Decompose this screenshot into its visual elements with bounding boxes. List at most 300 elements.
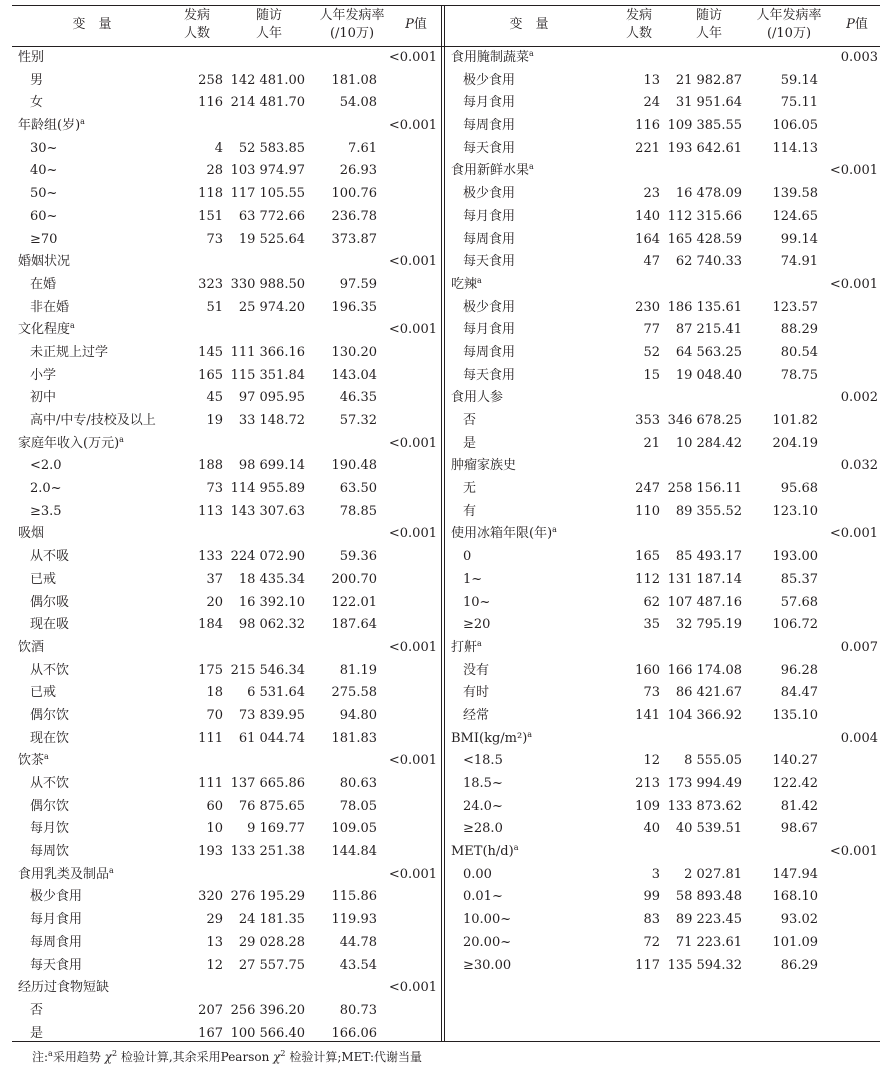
label-text: ≥20 [463,617,491,633]
table-row [445,251,880,274]
label-text: 高中/中专/技校及以上 [30,413,156,428]
row-label [30,92,43,115]
table-row [445,70,880,93]
row-label [30,274,56,297]
incidence-rate-cell: 75.11 [780,95,818,111]
label-text: 打鼾 [451,639,478,655]
incidence-rate-cell: 106.05 [772,118,818,134]
group-label [18,523,44,546]
person-years-cell: 76 875.65 [238,798,305,814]
cases-cell: 213 [635,776,660,791]
footnote-text-3: 检验计算;MET:代谢当量 [285,1050,423,1064]
label-text: 40~ [30,163,58,179]
incidence-rate-cell: 143.04 [331,367,377,383]
row-label [463,818,503,841]
incidence-rate-cell: 59.14 [780,72,818,88]
header-rate-line2: (/10万) [329,26,375,41]
row-label [30,705,69,728]
table-row [445,365,880,388]
row-label [463,501,476,524]
label-text: 家庭年收入(万元) [18,435,120,451]
incidence-rate-cell: 93.02 [780,912,818,928]
row-label [463,206,515,229]
table-row [12,1023,441,1046]
header-person-years [677,5,741,45]
footnote-chi-exponent: 2 [280,1049,286,1058]
row-label [463,660,489,683]
label-text: 无 [463,481,477,497]
label-text: 0 [463,549,472,565]
incidence-rate-cell: 115.86 [331,889,377,905]
person-years-cell: 214 481.70 [230,95,305,111]
cases-cell: 221 [635,140,660,156]
cases-cell: 35 [643,617,660,633]
incidence-rate-cell: 96.28 [780,662,818,678]
label-text: 每周食用 [463,118,516,134]
row-label [463,410,476,433]
person-years-cell: 29 028.28 [238,934,305,950]
incidence-rate-cell: 100.76 [331,186,377,202]
label-text: 吸烟 [18,526,45,542]
trend-test-marker: a [80,117,85,127]
table-row [445,569,880,592]
cases-cell: 323 [198,276,223,292]
cases-cell: 117 [635,957,660,973]
incidence-rate-cell: 44.78 [339,934,377,950]
person-years-cell: 64 563.25 [675,344,742,360]
incidence-rate-cell: 63.50 [339,481,377,497]
incidence-rate-cell: 57.68 [780,594,818,610]
table-row [445,138,880,161]
cases-cell: 113 [198,503,223,519]
label-text: 文化程度 [18,322,71,338]
group-label [451,455,516,478]
incidence-rate-cell: 46.35 [339,390,377,406]
row-label [30,1023,43,1046]
left-rows [12,47,441,1045]
label-text: 每月饮 [30,821,70,837]
cases-cell: 112 [635,571,660,587]
footnote-chi-symbol: χ [273,1050,281,1064]
person-years-cell: 330 988.50 [230,276,305,292]
incidence-rate-cell: 78.85 [339,503,377,519]
label-text: 0.01~ [463,889,503,905]
person-years-cell: 52 583.85 [238,140,305,156]
row-label [463,138,515,161]
trend-test-marker: a [119,434,124,444]
table-row [12,455,441,478]
table-row [12,660,441,683]
incidence-rate-cell: 26.93 [339,163,377,179]
table-row [12,229,441,252]
footnote-chi-exponent: 2 [111,1049,118,1058]
person-years-cell: 24 181.35 [238,912,305,928]
label-text: 已戒 [30,571,57,587]
cases-cell: 193 [198,844,223,860]
label-text: 偶尔饮 [30,798,70,814]
incidence-rate-cell: 122.42 [772,776,818,791]
person-years-cell: 143 307.63 [230,503,305,519]
label-text: ≥28.0 [463,821,503,837]
person-years-cell: 33 148.72 [238,413,305,428]
trend-test-marker: a [529,162,534,172]
group-label [451,637,482,660]
footnote-prefix: 注: [32,1050,49,1064]
table-row [12,592,441,615]
row-label [30,1000,43,1023]
trend-test-marker: a [109,865,114,875]
table-row [445,864,880,887]
table-group-row [12,319,441,342]
person-years-cell: 186 135.61 [667,299,742,315]
table-row [12,682,441,705]
p-value-cell: <0.001 [388,980,437,996]
person-years-cell: 8 555.05 [684,753,742,769]
row-label [30,342,108,365]
cases-cell: 99 [643,889,660,905]
row-label [30,138,57,161]
label-text: 每天食用 [30,957,83,973]
row-label [30,592,69,615]
table-row [445,183,880,206]
table-row [445,92,880,115]
label-text: 每天食用 [463,140,516,156]
table-group-row [12,433,441,456]
row-label [463,592,490,615]
table-row [12,728,441,751]
row-label [30,932,82,955]
trend-test-marker: a [513,843,519,853]
footnote-text-1: 采用趋势 [52,1050,105,1064]
table-row [445,909,880,932]
table-row [12,614,441,637]
cases-cell: 320 [198,889,223,905]
p-value-cell: <0.001 [388,866,437,882]
cases-cell: 175 [198,662,223,678]
table-row [12,70,441,93]
p-value-cell: <0.001 [829,844,878,860]
table-row [445,342,880,365]
incidence-rate-cell: 106.72 [772,617,818,633]
incidence-rate-cell: 97.59 [339,276,377,292]
table-row [12,92,441,115]
p-value-cell: 0.007 [840,639,878,655]
cases-cell: 45 [206,390,223,406]
incidence-rate-cell: 187.64 [331,617,377,633]
person-years-cell: 258 156.11 [667,481,742,497]
person-years-cell: 115 351.84 [230,367,305,383]
table-row [12,955,441,978]
label-text: 非在婚 [30,299,70,315]
person-years-cell: 142 481.00 [230,72,305,88]
trend-test-marker: a [70,321,75,331]
person-years-cell: 86 421.67 [675,685,742,701]
p-value-cell: <0.001 [829,276,878,292]
person-years-cell: 98 062.32 [238,617,305,633]
header-variable [12,5,172,45]
group-label [18,864,114,887]
incidence-rate-cell: 196.35 [331,299,377,315]
incidence-rate-cell: 109.05 [331,821,377,837]
table-row [12,478,441,501]
label-text: 性别 [18,50,45,65]
incidence-rate-cell: 80.73 [339,1002,377,1018]
right-rows [445,47,880,977]
row-label [463,614,490,637]
person-years-cell: 9 169.77 [247,821,305,837]
row-label [463,297,515,320]
table-row [445,115,880,138]
footnote-marker: a [48,1049,53,1058]
table-row [445,818,880,841]
incidence-rate-cell: 181.83 [331,730,377,746]
cases-cell: 247 [635,481,660,497]
cases-cell: 62 [643,594,660,610]
row-label [463,92,515,115]
incidence-rate-cell: 80.54 [780,344,818,360]
row-label [463,183,515,206]
row-label [30,478,62,501]
table-row [445,546,880,569]
row-label [463,70,515,93]
p-value-cell: <0.001 [388,526,437,542]
row-label [30,569,56,592]
label-text: 饮茶 [18,753,45,769]
table-group-row [445,637,880,660]
cases-cell: 28 [206,163,223,179]
row-label [30,229,57,252]
cases-cell: 13 [206,934,223,950]
cases-cell: 116 [198,95,223,111]
person-years-cell: 31 951.64 [675,95,742,111]
person-years-cell: 61 044.74 [238,730,305,746]
label-text: 是 [30,1025,44,1041]
incidence-rate-cell: 119.93 [331,912,377,928]
label-text: 每天食用 [463,367,516,383]
person-years-cell: 100 566.40 [230,1025,305,1041]
row-label [30,682,56,705]
table-row [445,886,880,909]
label-text: 30~ [30,140,58,156]
header-p-letter: P [405,17,414,32]
person-years-cell: 109 385.55 [667,118,742,134]
person-years-cell: 10 284.42 [675,435,742,451]
cases-cell: 3 [651,866,660,882]
table-row [12,501,441,524]
table-row [12,410,441,433]
group-label [18,47,44,70]
incidence-rate-cell: 135.10 [772,707,818,723]
header-cases [615,5,663,45]
label-text: 肿瘤家族史 [451,458,517,474]
p-value-cell: <0.001 [829,163,878,179]
cases-cell: 73 [206,481,223,497]
header-py-line1: 随访 [695,8,722,23]
p-value-cell: <0.001 [388,322,437,338]
label-text: <18.5 [463,753,503,769]
row-label [463,932,511,955]
incidence-rate-cell: 78.75 [780,367,818,383]
row-label [30,455,62,478]
label-text: 每周食用 [30,934,83,950]
person-years-cell: 166 174.08 [667,662,742,678]
label-text: 极少食用 [463,186,516,202]
person-years-cell: 18 435.34 [238,571,305,587]
header-rate-line1: 人年发病率 [319,8,385,23]
table-row [12,705,441,728]
cases-cell: 15 [643,367,660,383]
label-text: 在婚 [30,276,57,292]
cases-cell: 111 [198,776,223,791]
row-label [463,909,511,932]
table-row [445,319,880,342]
person-years-cell: 6 531.64 [247,685,305,701]
label-text: 有时 [463,685,490,701]
table-row [12,387,441,410]
label-text: 食用人参 [451,390,504,406]
person-years-cell: 276 195.29 [230,889,305,905]
label-text: 10.00~ [463,912,512,928]
cases-cell: 19 [206,413,223,428]
table-group-row [12,977,441,1000]
cases-cell: 141 [635,707,660,723]
person-years-cell: 16 478.09 [675,186,742,202]
label-text: ≥3.5 [30,503,62,519]
table-row [12,796,441,819]
label-text: 极少食用 [463,72,516,88]
header-py-line2: 人年 [255,26,282,41]
group-label [18,433,124,456]
label-text: 1~ [463,571,483,587]
p-value-cell: <0.001 [388,50,437,65]
cases-cell: 72 [643,934,660,950]
cases-cell: 160 [635,662,660,678]
label-text: 每月食用 [463,208,516,224]
group-label [18,637,44,660]
label-text: 饮酒 [18,639,45,655]
row-label [463,773,503,796]
incidence-rate-cell: 43.54 [339,957,377,973]
label-text: <2.0 [30,458,62,474]
label-text: 否 [30,1002,44,1018]
row-label [30,886,82,909]
incidence-rate-cell: 373.87 [331,231,377,247]
person-years-cell: 97 095.95 [238,390,305,406]
incidence-rate-cell: 95.68 [780,481,818,497]
p-value-cell: <0.001 [388,639,437,655]
group-label [18,115,85,138]
cases-cell: 140 [635,208,660,224]
person-years-cell: 87 215.41 [675,322,742,338]
cases-cell: 70 [206,707,223,723]
person-years-cell: 107 487.16 [667,594,742,610]
cases-cell: 60 [206,798,223,814]
person-years-cell: 165 428.59 [667,231,742,247]
header-p-value [396,5,436,45]
incidence-rate-cell: 7.61 [348,140,377,156]
cases-cell: 151 [198,208,223,224]
table-group-row [445,160,880,183]
table-row [12,818,441,841]
cases-cell: 12 [643,753,660,769]
label-text: 从不饮 [30,662,70,678]
table-row [445,501,880,524]
table-row [12,274,441,297]
person-years-cell: 137 665.86 [230,776,305,791]
table-row [445,592,880,615]
table-row [12,365,441,388]
group-label [451,841,518,864]
incidence-rate-cell: 122.01 [331,594,377,610]
row-label [463,251,515,274]
cases-cell: 116 [635,118,660,134]
group-label [18,750,49,773]
cases-cell: 353 [635,413,660,428]
cases-cell: 18 [206,685,223,701]
table-row [12,297,441,320]
person-years-cell: 117 105.55 [230,186,305,202]
label-text: 24.0~ [463,798,503,814]
incidence-rate-cell: 275.58 [331,685,377,701]
group-label [18,977,109,1000]
person-years-cell: 19 525.64 [238,231,305,247]
header-rate-line2: (/10万) [766,26,812,41]
incidence-rate-cell: 181.08 [331,72,377,88]
label-text: 2.0~ [30,481,62,497]
p-value-cell: 0.032 [840,458,878,474]
cases-cell: 37 [206,571,223,587]
label-text: ≥70 [30,231,58,247]
incidence-rate-cell: 94.80 [339,707,377,723]
incidence-rate-cell: 84.47 [780,685,818,701]
person-years-cell: 111 366.16 [230,344,305,360]
incidence-rate-cell: 78.05 [339,798,377,814]
row-label [463,433,476,456]
table-group-row [445,47,880,70]
person-years-cell: 62 740.33 [675,254,742,270]
table-row [12,206,441,229]
trend-test-marker: a [527,729,533,739]
person-years-cell: 256 396.20 [230,1002,305,1018]
label-text: 经历过食物短缺 [18,980,110,996]
row-label [463,546,471,569]
trend-test-marker: a [477,275,482,285]
footnote-text-2: 检验计算,其余采用Pearson [117,1050,274,1064]
incidence-rate-cell: 139.58 [772,186,818,202]
incidence-rate-cell: 168.10 [772,889,818,905]
row-label [30,614,69,637]
header-py-line1: 随访 [255,8,282,23]
person-years-cell: 193 642.61 [667,140,742,156]
trend-test-marker: a [529,49,534,58]
person-years-cell: 2 027.81 [684,866,742,882]
label-text: 初中 [30,390,57,406]
table-group-row [12,523,441,546]
row-label [30,410,156,433]
label-text: 吃辣 [451,276,478,292]
header-incidence-rate [310,5,394,45]
cases-cell: 83 [643,912,660,928]
group-label [451,728,532,751]
table-row [445,614,880,637]
cases-cell: 230 [635,299,660,315]
row-label [30,70,43,93]
person-years-cell: 19 048.40 [675,367,742,383]
table-row [445,478,880,501]
incidence-rate-cell: 101.09 [772,934,818,950]
label-text: 每周食用 [463,344,516,360]
header-p-suffix: 值 [413,17,427,32]
